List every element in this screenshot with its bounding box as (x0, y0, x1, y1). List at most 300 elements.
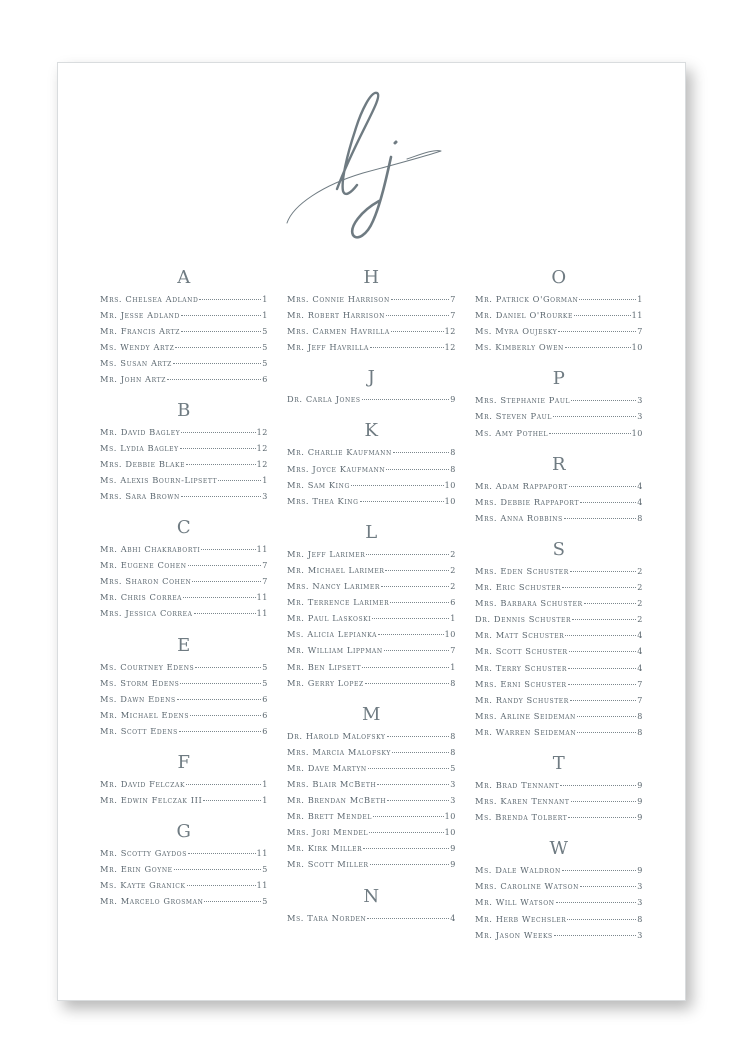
table-number: 5 (262, 343, 268, 353)
guest-name: Mr. Warren Seideman (475, 726, 577, 737)
table-number: 11 (256, 593, 268, 603)
table-number: 9 (637, 813, 643, 823)
table-number: 7 (637, 327, 643, 337)
guest-entry (475, 911, 643, 927)
guest-entry (475, 291, 643, 307)
guest-entry (475, 510, 643, 526)
guest-name: Ms. Susan Artz (100, 358, 172, 369)
guest-entry (475, 793, 643, 809)
table-number: 10 (444, 480, 456, 490)
guest-entry (287, 808, 456, 824)
guest-name: Ms. Dawn Edens (100, 693, 176, 704)
guest-name: Dr. Harold Malofsky (287, 730, 386, 741)
guest-entry (475, 627, 643, 643)
table-number: 1 (262, 295, 268, 304)
dot-leader (385, 561, 449, 571)
guest-name: Dr. Carla Jones (287, 394, 361, 405)
guest-name: Mr. Robert Harrison (287, 310, 385, 321)
guest-name: Mr. Gerry Lopez (287, 677, 364, 688)
guest-entry (287, 461, 456, 477)
guest-entry (100, 472, 268, 488)
table-number: 7 (262, 577, 268, 587)
table-number: 1 (262, 475, 268, 485)
guest-name: Ms. Alexis Bourn-Lipsett (100, 474, 218, 485)
guest-entry (100, 573, 268, 589)
guest-name: Mr. Jason Weeks (475, 929, 553, 940)
dot-leader (567, 910, 636, 920)
guest-name: Mr. Abhi Chakraborti (100, 544, 201, 555)
dot-leader (183, 588, 255, 598)
guest-entry (100, 440, 268, 456)
dot-leader (564, 509, 637, 519)
dot-leader (370, 855, 450, 865)
guest-entry (100, 893, 268, 909)
dot-leader (381, 577, 449, 587)
column-1 (100, 265, 268, 910)
guest-name: Mr. Will Watson (475, 897, 555, 908)
guest-name: Mrs. Thea King (287, 495, 359, 506)
table-number: 5 (262, 359, 268, 369)
guest-entry (100, 861, 268, 877)
dot-leader (351, 476, 444, 486)
guest-name: Mr. Randy Schuster (475, 694, 569, 705)
dot-leader (167, 370, 261, 380)
dot-leader (204, 892, 261, 902)
table-number: 3 (637, 898, 643, 908)
guest-name: Mr. Steven Paul (475, 411, 552, 422)
guest-entry (475, 894, 643, 910)
table-number: 9 (450, 395, 456, 405)
dot-leader (556, 893, 637, 903)
dot-leader (577, 707, 636, 717)
guest-name: Mr. Terrence Larimer (287, 597, 390, 608)
section-letter: J (367, 367, 376, 389)
guest-name: Mrs. Debbie Rappaport (475, 496, 580, 507)
guest-name: Mrs. Jori Mendel (287, 827, 369, 838)
column-2 (287, 265, 456, 926)
dot-leader (572, 610, 636, 620)
section-l (287, 520, 456, 691)
dot-leader (579, 290, 636, 300)
section-j (287, 365, 456, 407)
guest-name: Ms. Kimberly Owen (475, 342, 564, 353)
dot-leader (391, 290, 449, 300)
table-number: 5 (262, 662, 268, 672)
table-number: 8 (637, 914, 643, 924)
guest-name: Mrs. Erni Schuster (475, 678, 567, 689)
guest-name: Ms. Brenda Tolbert (475, 812, 568, 823)
table-number: 1 (450, 614, 456, 624)
table-number: 1 (262, 779, 268, 789)
guest-name: Mr. William Lippman (287, 645, 383, 656)
table-number: 4 (637, 663, 643, 673)
guest-entry (287, 323, 456, 339)
dot-leader (368, 759, 450, 769)
table-number: 11 (256, 849, 268, 859)
dot-leader (386, 460, 449, 470)
dot-leader (363, 839, 449, 849)
table-number: 2 (450, 549, 456, 559)
table-number: 3 (262, 491, 268, 501)
dot-leader (187, 876, 256, 886)
table-number: 11 (256, 545, 268, 555)
guest-entry (475, 392, 643, 408)
table-number: 2 (637, 566, 643, 576)
guest-entry (475, 307, 643, 323)
table-number: 3 (450, 796, 456, 806)
guest-entry (287, 562, 456, 578)
table-number: 5 (262, 865, 268, 875)
table-number: 5 (262, 327, 268, 337)
section-k (287, 418, 456, 508)
guest-name: Mr. Dave Martyn (287, 762, 367, 773)
dot-leader (175, 338, 261, 348)
dot-leader (177, 690, 262, 700)
guest-entry (475, 563, 643, 579)
guest-name: Mrs. Karen Tennant (475, 796, 570, 807)
table-number: 12 (256, 427, 268, 437)
dot-leader (369, 823, 444, 833)
guest-name: Mr. Brad Tennant (475, 779, 560, 790)
guest-name: Mrs. Caroline Watson (475, 881, 579, 892)
guest-name: Mrs. Stephanie Paul (475, 395, 571, 406)
dot-leader (188, 844, 256, 854)
dot-leader (387, 791, 449, 801)
guest-entry (475, 323, 643, 339)
guest-entry (475, 809, 643, 825)
guest-name: Mrs. Blair McBeth (287, 778, 377, 789)
section-letter: A (177, 267, 191, 288)
guest-name: Mrs. Connie Harrison (287, 294, 390, 304)
guest-name: Ms. Myra Oujesky (475, 326, 558, 337)
guest-entry (100, 323, 268, 339)
dot-leader (554, 926, 637, 936)
section-letter: P (552, 368, 566, 390)
guest-entry (287, 444, 456, 460)
section-m (287, 702, 456, 873)
guest-entry (475, 878, 643, 894)
table-number: 12 (444, 343, 456, 353)
guest-entry (100, 845, 268, 861)
guest-entry (475, 643, 643, 659)
dot-leader (393, 443, 449, 453)
guest-entry (100, 675, 268, 691)
table-number: 12 (444, 327, 456, 337)
guest-name: Mr. Marcelo Grosman (100, 896, 204, 907)
dot-leader (186, 775, 261, 785)
dot-leader (558, 322, 636, 332)
section-letter: W (549, 838, 569, 860)
table-number: 10 (444, 812, 456, 822)
guest-entry (287, 840, 456, 856)
dot-leader (387, 727, 450, 737)
guest-name: Mrs. Sharon Cohen (100, 576, 192, 587)
guest-name: Mrs. Carmen Havrilla (287, 326, 390, 337)
dot-leader (373, 807, 444, 817)
table-number: 8 (450, 448, 456, 458)
dot-leader (188, 556, 262, 566)
table-number: 5 (262, 678, 268, 688)
table-number: 12 (256, 459, 268, 469)
guest-name: Mr. Matt Schuster (475, 630, 565, 641)
section-c (100, 515, 268, 621)
guest-entry (475, 692, 643, 708)
table-number: 3 (637, 396, 643, 406)
guest-entry (475, 724, 643, 740)
guest-entry (475, 660, 643, 676)
table-number: 4 (637, 631, 643, 641)
section-letter: E (177, 634, 191, 656)
guest-entry (287, 910, 456, 926)
section-s (475, 537, 643, 740)
section-letter: F (177, 751, 191, 773)
guest-entry (100, 877, 268, 893)
table-number: 3 (637, 930, 643, 940)
guest-name: Mr. Scott Edens (100, 725, 178, 736)
table-number: 6 (450, 598, 456, 608)
table-number: 12 (256, 443, 268, 453)
guest-entry (100, 589, 268, 605)
section-h (287, 265, 456, 355)
guest-name: Mrs. Nancy Larimer (287, 581, 381, 592)
guest-name: Mr. David Felczak (100, 778, 186, 789)
section-letter: C (176, 517, 192, 539)
dot-leader (218, 471, 261, 481)
guest-name: Mr. Paul Laskoski (287, 613, 372, 624)
section-letter: S (552, 538, 566, 560)
guest-name: Mrs. Eden Schuster (475, 565, 569, 576)
dot-leader (203, 791, 261, 801)
guest-name: Mrs. Anna Robbins (475, 512, 563, 523)
section-p (475, 366, 643, 440)
guest-name: Mr. John Artz (100, 374, 167, 385)
table-number: 10 (444, 828, 456, 838)
table-number: 8 (450, 464, 456, 474)
guest-entry (287, 744, 456, 760)
guest-entry (100, 371, 268, 387)
guest-name: Mr. Chris Correa (100, 592, 183, 603)
guest-name: Mr. Daniel O'Rourke (475, 310, 573, 321)
guest-name: Ms. Storm Edens (100, 677, 180, 688)
guest-entry (287, 594, 456, 610)
guest-name: Ms. Courtney Edens (100, 661, 195, 672)
guest-entry (287, 477, 456, 493)
dot-leader (386, 306, 449, 316)
table-number: 2 (637, 615, 643, 625)
table-number: 2 (637, 583, 643, 593)
guest-name: Dr. Dennis Schuster (475, 614, 572, 625)
guest-entry (287, 728, 456, 744)
table-number: 5 (262, 897, 268, 907)
section-letter: L (365, 521, 378, 543)
table-number: 5 (450, 763, 456, 773)
table-number: 8 (450, 678, 456, 688)
guest-entry (475, 676, 643, 692)
dot-leader (370, 338, 444, 348)
guest-entry (475, 408, 643, 424)
guest-name: Ms. Tara Norden (287, 912, 367, 923)
table-number: 4 (637, 497, 643, 507)
section-letter: M (362, 703, 381, 725)
dot-leader (562, 578, 636, 588)
guest-name: Mr. Jesse Adland (100, 310, 180, 321)
dot-leader (181, 306, 261, 316)
dot-leader (365, 674, 450, 684)
dot-leader (560, 776, 636, 786)
guest-name: Mr. Kirk Miller (287, 843, 363, 854)
table-number: 7 (450, 295, 456, 304)
dot-leader (174, 860, 262, 870)
table-number: 8 (450, 731, 456, 741)
guest-entry (287, 626, 456, 642)
guest-entry (100, 557, 268, 573)
table-number: 8 (637, 711, 643, 721)
dot-leader (195, 658, 261, 668)
dot-leader (384, 641, 450, 651)
dot-leader (568, 659, 636, 669)
guest-name: Mrs. Sara Brown (100, 490, 180, 501)
guest-entry (475, 339, 643, 355)
section-letter: G (176, 821, 192, 843)
guest-name: Mr. Edwin Felczak III (100, 795, 203, 806)
guest-entry (287, 675, 456, 691)
guest-name: Ms. Kayte Granick (100, 880, 186, 891)
guest-entry (475, 708, 643, 724)
guest-name: Ms. Amy Pothel (475, 427, 549, 438)
table-number: 1 (637, 295, 643, 304)
dot-leader (571, 391, 636, 401)
guest-name: Ms. Wendy Artz (100, 342, 175, 353)
section-f (100, 750, 268, 808)
table-number: 11 (256, 881, 268, 891)
table-number: 7 (450, 646, 456, 656)
dot-leader (549, 424, 630, 434)
dot-leader (568, 675, 637, 685)
guest-entry (287, 610, 456, 626)
guest-entry (287, 856, 456, 872)
table-number: 7 (450, 311, 456, 321)
dot-leader (580, 493, 636, 503)
section-letter: O (551, 267, 567, 288)
dot-leader (360, 492, 444, 502)
dot-leader (584, 594, 637, 604)
section-n (287, 884, 456, 926)
dot-leader (199, 290, 261, 300)
guest-entry (100, 691, 268, 707)
guest-name: Mrs. Chelsea Adland (100, 294, 199, 304)
dot-leader (565, 338, 631, 348)
dot-leader (377, 775, 449, 785)
table-number: 4 (637, 481, 643, 491)
table-number: 1 (262, 796, 268, 806)
dot-leader (562, 861, 636, 871)
guest-entry (287, 339, 456, 355)
table-number: 10 (444, 630, 456, 640)
guest-entry (100, 456, 268, 472)
dot-leader (362, 658, 449, 668)
table-number: 8 (450, 747, 456, 757)
table-number: 3 (637, 882, 643, 892)
dot-leader (569, 477, 636, 487)
dot-leader (378, 625, 444, 635)
dot-leader (571, 792, 637, 802)
guest-entry (287, 307, 456, 323)
seating-chart-card (57, 62, 686, 1001)
guest-entry (100, 541, 268, 557)
guest-entry (475, 494, 643, 510)
guest-entry (100, 307, 268, 323)
table-number: 3 (450, 779, 456, 789)
guest-entry (475, 425, 643, 441)
guest-entry (100, 355, 268, 371)
dot-leader (362, 390, 450, 400)
guest-name: Mr. Terry Schuster (475, 662, 568, 673)
guest-name: Mr. Brett Mendel (287, 811, 372, 822)
guest-entry (475, 579, 643, 595)
guest-entry (287, 760, 456, 776)
section-letter: K (364, 420, 379, 442)
dot-leader (194, 604, 256, 614)
guest-entry (287, 776, 456, 792)
table-number: 7 (262, 561, 268, 571)
guest-name: Mr. Francis Artz (100, 326, 181, 337)
dot-leader (181, 322, 261, 332)
table-number: 11 (631, 311, 643, 321)
guest-name: Mr. Herb Wechsler (475, 913, 567, 924)
guest-entry (287, 792, 456, 808)
guest-name: Ms. Alicia Lepianka (287, 629, 378, 640)
guest-entry (475, 478, 643, 494)
dot-leader (179, 722, 261, 732)
section-b (100, 398, 268, 504)
guest-name: Mrs. Marcia Malofsky (287, 746, 391, 757)
guest-name: Mr. Ben Lipsett (287, 661, 362, 672)
table-number: 8 (637, 513, 643, 523)
dot-leader (372, 609, 449, 619)
monogram-logo (283, 85, 443, 245)
guest-entry (475, 927, 643, 943)
table-number: 6 (262, 694, 268, 704)
section-a (100, 265, 268, 388)
guest-name: Mr. Scott Miller (287, 859, 369, 870)
guest-entry (475, 862, 643, 878)
section-letter: T (552, 752, 566, 774)
guest-name: Mr. Jeff Havrilla (287, 342, 369, 353)
guest-entry (100, 707, 268, 723)
guest-name: Mrs. Arline Seideman (475, 710, 576, 721)
guest-entry (287, 659, 456, 675)
table-number: 10 (631, 343, 643, 353)
table-number: 9 (637, 866, 643, 876)
section-letter: H (363, 267, 380, 288)
guest-name: Ms. Dale Waldron (475, 865, 561, 876)
table-number: 7 (637, 695, 643, 705)
guest-entry (100, 605, 268, 621)
table-number: 6 (262, 726, 268, 736)
table-number: 1 (262, 311, 268, 321)
guest-name: Mr. Charlie Kaufmann (287, 447, 392, 458)
section-w (475, 836, 643, 942)
section-letter: N (363, 885, 380, 907)
dot-leader (180, 439, 256, 449)
guest-name: Mrs. Debbie Blake (100, 458, 186, 469)
dot-leader (390, 593, 449, 603)
table-number: 2 (637, 599, 643, 609)
guest-entry (100, 488, 268, 504)
guest-name: Mr. Michael Larimer (287, 564, 385, 575)
table-number: 8 (637, 727, 643, 737)
dot-leader (568, 808, 636, 818)
